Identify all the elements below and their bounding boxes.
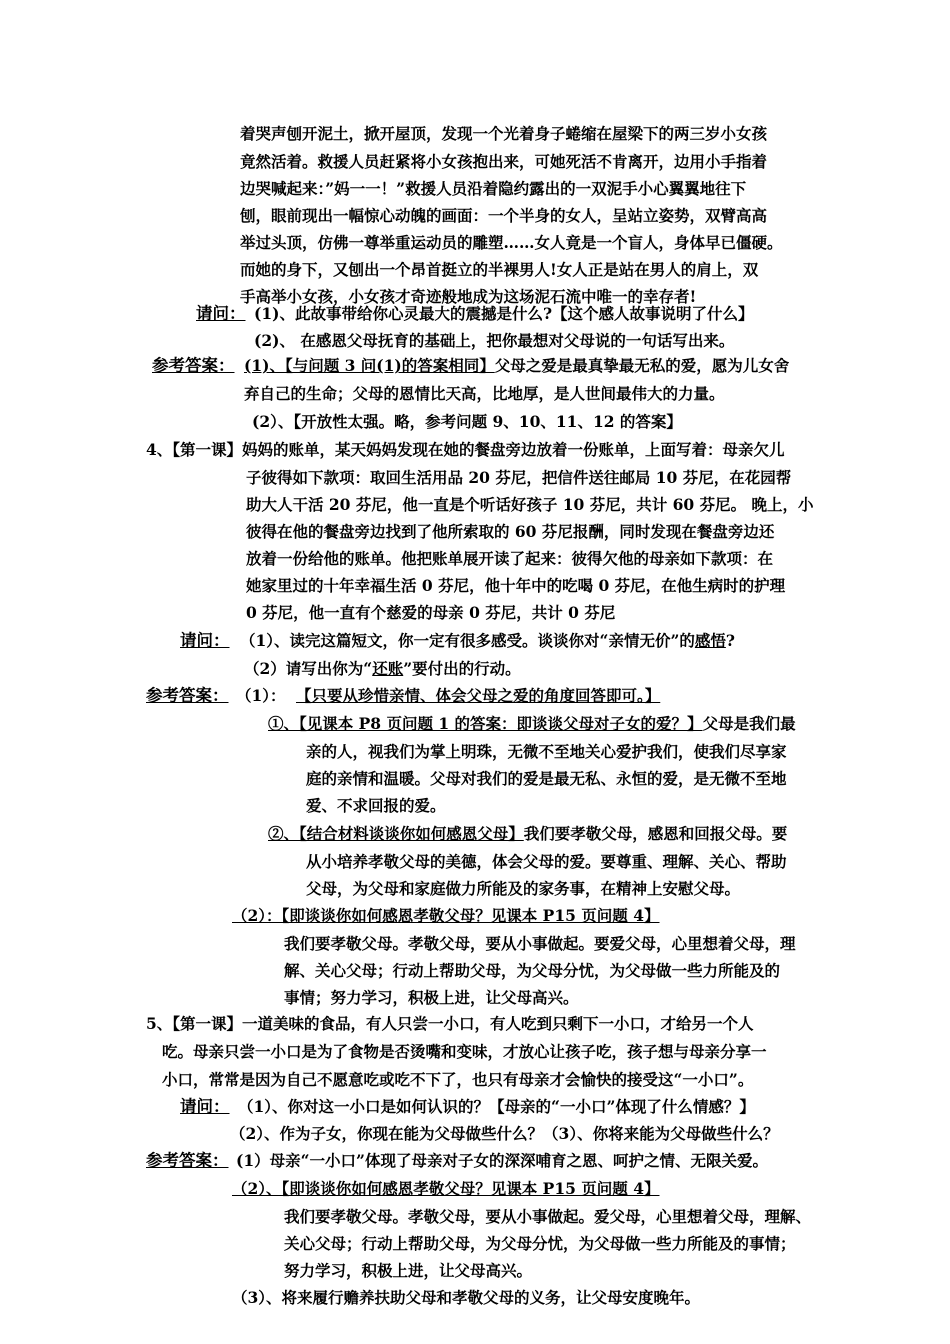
item4-sub-2-text: 我们要孝敬父母，感恩和回报父母。要 [523,824,788,843]
item4-line-6: 她家里过的十年幸福生活 0 芬尼，他十年中的吃喝 0 芬尼，在他生病时的护理 [246,576,786,595]
story3-line-3: 边哭喊起来：”妈一一！”救援人员沿着隐约露出的一双泥手小心翼翼地往下 [240,179,747,198]
item5-answer-2-line-1: 我们要孝敬父母。孝敬父母，要从小事做起。爱父母，心里想着父母，理解、 [284,1207,812,1226]
story3-answer-label: 参考答案： [152,356,235,375]
item5-answer-3: （3）、将来履行赡养扶助父母和孝敬父母的义务，让父母安度晚年。 [232,1288,701,1307]
item4-line-7: 0 芬尼，他一直有个慈爱的母亲 0 芬尼，共计 0 芬尼 [246,603,616,622]
story3-answer-1-ref: (1)、【与问题 3 问(1)的答案相同】 [244,356,495,375]
item4-sub-2-line-3: 父母，为父母和家庭做力所能及的家务事，在精神上安慰父母。 [306,879,741,898]
story3-line-7: 手高举小女孩，小女孩才奇迹般地成为这场泥石流中唯一的幸存者! [240,287,697,306]
item5-paragraph [146,1010,754,1037]
story3-answer-1 [244,352,789,379]
item5-ask-label: 请问： [180,1097,230,1116]
item4-answer-1-note: 【只要从珍惜亲情、体会父母之爱的角度回答即可。】 [296,686,661,705]
item4-ask-label: 请问： [180,631,230,650]
item5-line-2: 吃。母亲只尝一小口是为了食物是否烫嘴和变味，才放心让孩子吃，孩子想与母亲分享一 [162,1042,767,1061]
item4-answer-2-line-2: 解、关心父母；行动上帮助父母，为父母分忧，为父母做一些力所能及的 [284,961,781,980]
item5-answer-1: (1）母亲“一小口”体现了母亲对子女的深深哺育之恩、呵护之情、无限关爱。 [236,1151,768,1170]
item4-sub-2-line-2: 从小培养孝敬父母的美德，体会父母的爱。要尊重、理解、关心、帮助 [306,852,787,871]
story3-question-1: (1)、此故事带给你心灵最大的震撼是什么?【这个感人故事说明了什么】 [254,304,754,323]
item4-question-2-end: ”要付出的行动。 [403,659,521,678]
story3-question-2: (2)、 在感恩父母抚育的基础上，把你最想对父母说的一句话写出来。 [254,331,735,350]
item4-question-2-keyword: 还账 [372,659,404,678]
item5-answer-2-line-3: 努力学习，积极上进，让父母高兴。 [284,1261,533,1280]
item4-sub-1-ref: ①、【见课本 P8 页问题 1 的答案：即谈谈父母对子女的爱？】 [268,714,703,733]
item5-question-2: （2）、作为子女，你现在能为父母做些什么？（3）、你将来能为父母做些什么？ [230,1124,779,1143]
item4-sub-1-line-4: 爱、不求回报的爱。 [306,796,446,815]
item4-paragraph [146,436,785,463]
item5-line-3: 小口，常常是因为自己不愿意吃或吃不下了，也只有母亲才会愉快的接受这“一小口”。 [162,1070,754,1089]
item5-question-1: （1）、你对这一小口是如何认识的？【母亲的“一小口”体现了什么情感？】 [238,1097,755,1116]
story3-ask-label: 请问： [196,304,246,323]
item4-question-1-keyword: 感悟 [694,631,726,650]
item4-sub-2 [268,820,787,847]
story3-answer-2: (2）、【开放性太强。略，参考问题 9、10、11、12 的答案】 [252,412,682,431]
item4-answer-label: 参考答案： [146,686,229,705]
item4-sub-1-text: 父母是我们最 [702,714,796,733]
story3-line-4: 刨，眼前现出一幅惊心动魄的画面：一个半身的女人，呈站立姿势，双臂高高 [240,206,768,225]
item4-answer-2-head: （2）：【即谈谈你如何感恩孝敬父母？见课本 P15 页问题 4】 [232,906,660,925]
item5-line-1: 一道美味的食品，有人只尝一小口，有人吃到只剩下一小口，才给另一个人 [242,1014,754,1033]
item5-answer-2-head: （2）、【即谈谈你如何感恩孝敬父母？见课本 P15 页问题 4】 [232,1179,660,1198]
story3-line-5: 举过头顶，仿佛一尊举重运动员的雕塑……女人竟是一个盲人，身体早已僵硬。 [240,233,783,252]
item5-answer-2-line-2: 关心父母；行动上帮助父母，为父母分忧，为父母做一些力所能及的事情； [284,1234,796,1253]
item4-line-4: 彼得在他的餐盘旁边找到了他所索取的 60 芬尼报酬，同时发现在餐盘旁边还 [246,522,775,541]
item4-head: 4、【第一课】 [146,440,243,459]
item4-answer-2-line-1: 我们要孝敬父母。孝敬父母，要从小事做起。要爱父母，心里想着父母，理 [284,934,796,953]
item4-line-5: 放着一份给他的账单。他把账单展开读了起来：彼得欠他的母亲如下款项：在 [246,549,774,568]
item5-answer-label: 参考答案： [146,1151,229,1170]
item4-line-1: 妈妈的账单，某天妈妈发现在她的餐盘旁边放着一份账单，上面写着：母亲欠儿 [242,440,785,459]
item4-line-2: 子彼得如下款项：取回生活用品 20 芬尼，把信件送往邮局 10 芬尼，在花园帮 [246,468,792,487]
story3-answer-1-line-2: 弃自己的生命；父母的恩情比天高，比地厚，是人世间最伟大的力量。 [244,384,725,403]
item4-question-1 [240,627,735,654]
story3-line-2: 竟然活着。救援人员赶紧将小女孩抱出来，可她死活不肯离开，边用小手指着 [240,152,768,171]
item4-question-1-text: （1）、读完这篇短文，你一定有很多感受。谈谈你对“亲情无价”的 [240,631,695,650]
item4-line-3: 助大人干活 20 芬尼，他一直是个听话好孩子 10 芬尼，共计 60 芬尼。 晚上，小 [246,495,814,514]
item4-sub-1 [268,710,796,737]
item4-sub-1-line-3: 庭的亲情和温暖。父母对我们的爱是最无私、永恒的爱，是无微不至地 [306,769,787,788]
item4-question-1-end: ? [725,631,735,650]
item4-answer-1-head: （1）： [236,686,286,705]
item5-head: 5、【第一课】 [146,1014,243,1033]
story3-answer-1-text: 父母之爱是最真挚最无私的爱，愿为儿女舍 [494,356,790,375]
item4-answer-2-line-3: 事情；努力学习，积极上进，让父母高兴。 [284,988,579,1007]
story3-line-6: 而她的身下，又刨出一个昂首挺立的半裸男人!女人正是站在男人的肩上，双 [240,260,759,279]
item4-sub-1-line-2: 亲的人，视我们为掌上明珠，无微不至地关心爱护我们，使我们尽享家 [306,742,787,761]
item4-sub-2-ref: ②、【结合材料谈谈你如何感恩父母】 [268,824,524,843]
item4-question-2 [244,655,521,682]
item4-question-2-text: （2）请写出你为“ [244,659,373,678]
story3-line-1: 着哭声刨开泥土，掀开屋顶，发现一个光着身子蜷缩在屋梁下的两三岁小女孩 [240,124,768,143]
